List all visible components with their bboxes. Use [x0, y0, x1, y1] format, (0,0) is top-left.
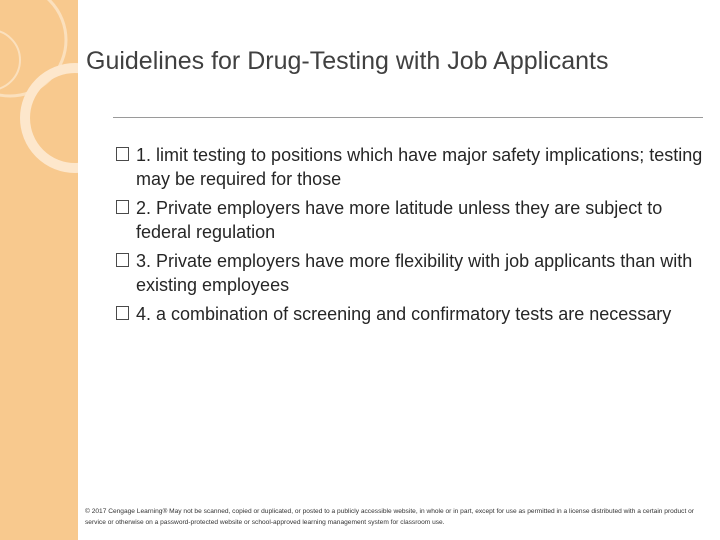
bullet-item — [113, 143, 715, 191]
bullet-list — [113, 143, 715, 331]
decorative-side-band — [0, 0, 78, 540]
title-divider — [113, 117, 703, 118]
checkbox-icon — [116, 306, 129, 320]
bullet-item — [113, 196, 715, 244]
checkbox-icon — [116, 253, 129, 267]
bullet-text: 4. a combination of screening and confirmatory tests are necessary — [136, 304, 672, 324]
decorative-circle — [25, 68, 78, 168]
decorative-circles — [0, 0, 78, 540]
bullet-text: 1. limit testing to positions which have major safety implications; testing may be required for those — [136, 145, 703, 189]
bullet-item — [113, 302, 715, 326]
bullet-text: 3. Private employers have more flexibility with job applicants than with existing employees — [136, 251, 693, 295]
checkbox-icon — [116, 200, 129, 214]
decorative-circle — [0, 30, 20, 90]
checkbox-icon — [116, 147, 129, 161]
copyright-footer: © 2017 Cengage Learning® May not be scanned, copied or duplicated, or posted to a publicly accessible website, in whole or in part, except for use as permitted in a license distributed with a certain product or service or otherwise on a password-protected website or school-approved learning management system for classroom use. — [85, 508, 694, 526]
bullet-item — [113, 249, 715, 297]
bullet-text: 2. Private employers have more latitude unless they are subject to federal regulation — [136, 198, 663, 242]
slide-title: Guidelines for Drug-Testing with Job Applicants — [86, 47, 609, 75]
